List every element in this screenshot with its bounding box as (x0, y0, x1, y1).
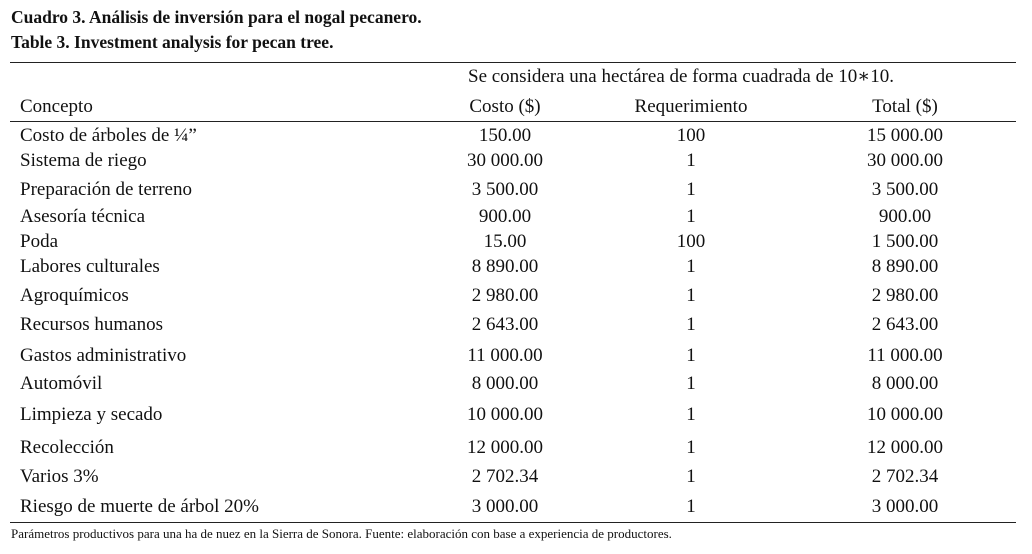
cell-costo: 15.00 (483, 231, 527, 252)
caption-english: Table 3. Investment analysis for pecan tree. (11, 32, 334, 52)
cell-concepto: Poda (20, 231, 58, 252)
cell-total: 8 890.00 (871, 256, 939, 277)
cell-costo: 30 000.00 (467, 150, 543, 171)
table-top-rule (10, 62, 1016, 63)
cell-costo: 11 000.00 (467, 345, 543, 366)
table-subtitle: Se considera una hectárea de forma cuadrada de 10∗10. (468, 66, 894, 87)
cell-requerimiento: 1 (686, 256, 696, 277)
cell-total: 30 000.00 (867, 150, 943, 171)
cell-requerimiento: 1 (686, 466, 696, 487)
header-costo: Costo ($) (469, 96, 541, 117)
caption-spanish: Cuadro 3. Análisis de inversión para el nogal pecanero. (11, 7, 422, 27)
cell-total: 900.00 (878, 206, 932, 227)
cell-requerimiento: 1 (686, 404, 696, 425)
cell-concepto: Gastos administrativo (20, 345, 187, 366)
cell-total: 3 500.00 (871, 179, 939, 200)
cell-total: 8 000.00 (871, 373, 939, 394)
cell-concepto: Asesoría técnica (20, 206, 146, 227)
cell-requerimiento: 1 (686, 345, 696, 366)
cell-requerimiento: 1 (686, 285, 696, 306)
cell-concepto: Agroquímicos (20, 285, 129, 306)
header-rule (10, 121, 1016, 122)
cell-concepto: Costo de árboles de ¼” (20, 125, 197, 146)
cell-requerimiento: 1 (686, 314, 696, 335)
cell-requerimiento: 1 (686, 206, 696, 227)
cell-concepto: Recolección (20, 437, 114, 458)
cell-total: 2 643.00 (871, 314, 939, 335)
cell-concepto: Automóvil (20, 373, 103, 394)
cell-concepto: Sistema de riego (20, 150, 147, 171)
cell-total: 3 000.00 (871, 496, 939, 517)
table-bottom-rule (10, 522, 1016, 523)
cell-total: 12 000.00 (867, 437, 943, 458)
cell-costo: 2 702.34 (471, 466, 539, 487)
cell-total: 15 000.00 (867, 125, 943, 146)
cell-costo: 900.00 (478, 206, 532, 227)
cell-total: 2 702.34 (871, 466, 939, 487)
cell-requerimiento: 1 (686, 496, 696, 517)
header-concepto: Concepto (20, 96, 93, 117)
cell-costo: 3 500.00 (471, 179, 539, 200)
cell-costo: 2 980.00 (471, 285, 539, 306)
cell-concepto: Recursos humanos (20, 314, 164, 335)
cell-requerimiento: 1 (686, 179, 696, 200)
footnote: Parámetros productivos para una ha de nuez en la Sierra de Sonora. Fuente: elaboración con base a experiencia de productores. (11, 526, 672, 541)
cell-concepto: Preparación de terreno (20, 179, 192, 200)
cell-total: 11 000.00 (867, 345, 943, 366)
cell-requerimiento: 100 (676, 125, 706, 146)
cell-costo: 3 000.00 (471, 496, 539, 517)
cell-concepto: Limpieza y secado (20, 404, 163, 425)
cell-total: 10 000.00 (867, 404, 943, 425)
cell-concepto: Varios 3% (20, 466, 99, 487)
header-requerimiento: Requerimiento (634, 96, 748, 117)
cell-costo: 10 000.00 (467, 404, 543, 425)
cell-costo: 8 000.00 (471, 373, 539, 394)
cell-costo: 8 890.00 (471, 256, 539, 277)
cell-costo: 12 000.00 (467, 437, 543, 458)
cell-requerimiento: 1 (686, 437, 696, 458)
cell-requerimiento: 1 (686, 150, 696, 171)
header-total: Total ($) (872, 96, 938, 117)
cell-total: 2 980.00 (871, 285, 939, 306)
cell-costo: 2 643.00 (471, 314, 539, 335)
cell-requerimiento: 1 (686, 373, 696, 394)
cell-concepto: Labores culturales (20, 256, 160, 277)
cell-costo: 150.00 (478, 125, 532, 146)
cell-requerimiento: 100 (676, 231, 706, 252)
cell-concepto: Riesgo de muerte de árbol 20% (20, 496, 260, 517)
cell-total: 1 500.00 (871, 231, 939, 252)
